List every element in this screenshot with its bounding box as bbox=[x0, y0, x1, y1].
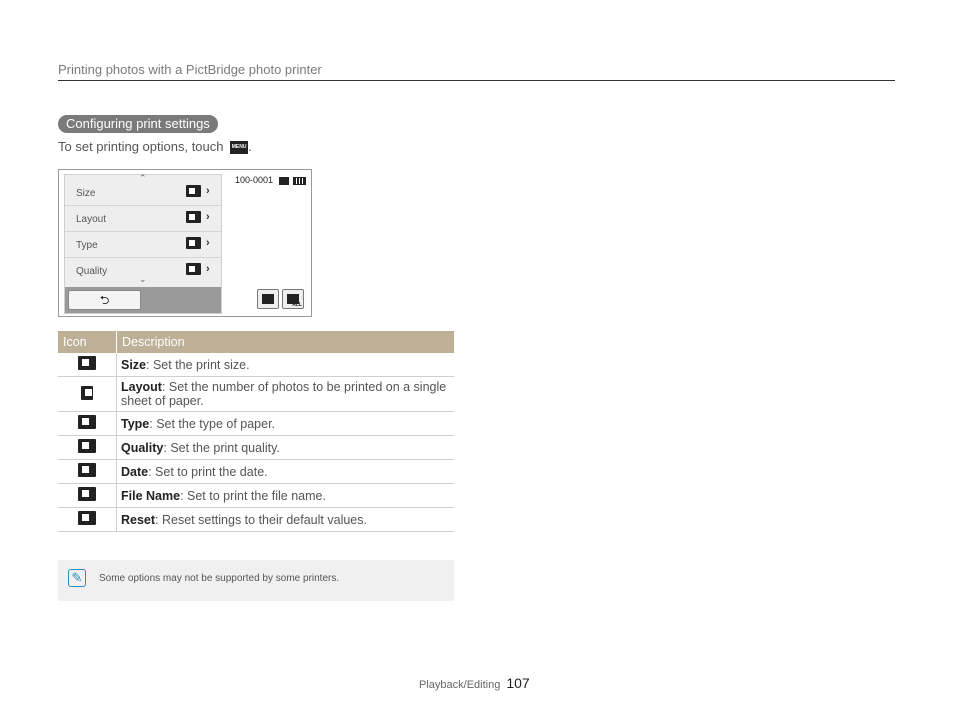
quality-icon bbox=[186, 263, 201, 275]
scroll-down-icon[interactable]: ⌄ bbox=[139, 274, 147, 284]
term: Size bbox=[121, 357, 147, 372]
table-row bbox=[58, 377, 454, 412]
table-row bbox=[58, 508, 454, 532]
file-info bbox=[235, 175, 306, 185]
size-icon bbox=[78, 356, 96, 370]
menu-item-size[interactable] bbox=[65, 180, 221, 206]
menu-item-label: Type bbox=[76, 240, 98, 251]
layout-icon bbox=[186, 211, 201, 223]
print-button[interactable] bbox=[257, 289, 279, 309]
chevron-right-icon: › bbox=[206, 185, 210, 197]
printer-icon bbox=[262, 294, 274, 304]
quality-icon bbox=[78, 439, 96, 453]
icon-description-table bbox=[58, 331, 454, 532]
description-cell bbox=[117, 412, 455, 436]
note-box bbox=[58, 560, 454, 601]
definition: : Set the number of photos to be printed on a single sheet of paper. bbox=[121, 380, 447, 408]
file-name-icon bbox=[78, 487, 96, 501]
definition: : Set to print the file name. bbox=[180, 488, 326, 503]
battery-icon bbox=[293, 177, 306, 185]
intro-sentence: To set printing options, touch bbox=[58, 139, 224, 154]
term: Quality bbox=[121, 440, 164, 455]
menu-item-label: Size bbox=[76, 188, 96, 199]
chevron-right-icon: › bbox=[206, 263, 210, 275]
icon-cell bbox=[58, 436, 117, 460]
menu-item-label: Quality bbox=[76, 266, 108, 277]
icon-cell bbox=[58, 484, 117, 508]
intro-period: . bbox=[248, 139, 252, 154]
menu-icon: MENU bbox=[230, 141, 248, 154]
description-cell bbox=[117, 460, 455, 484]
intro-text bbox=[58, 139, 252, 154]
icon-cell bbox=[58, 412, 117, 436]
all-label: ALL bbox=[292, 302, 302, 308]
section-title: Configuring print settings bbox=[58, 115, 218, 133]
term: Layout bbox=[121, 380, 162, 394]
term: Type bbox=[121, 416, 150, 431]
table-row bbox=[58, 484, 454, 508]
icon-cell bbox=[58, 460, 117, 484]
description-column-header: Description bbox=[117, 331, 455, 353]
note-text: Some options may not be supported by some printers. bbox=[99, 573, 340, 584]
definition: : Set the type of paper. bbox=[149, 416, 276, 431]
term: File Name bbox=[121, 488, 181, 503]
memory-card-icon bbox=[279, 177, 289, 185]
layout-icon bbox=[81, 386, 93, 400]
date-icon bbox=[78, 463, 96, 477]
print-all-button[interactable] bbox=[282, 289, 304, 309]
definition: : Set the print quality. bbox=[163, 440, 280, 455]
page-footer bbox=[419, 675, 530, 691]
type-icon bbox=[78, 415, 96, 429]
icon-cell bbox=[58, 377, 117, 412]
back-button[interactable]: ⮌ bbox=[68, 290, 141, 310]
scroll-up-icon[interactable]: ⌃ bbox=[139, 173, 147, 183]
camera-screen bbox=[58, 169, 312, 317]
type-icon bbox=[186, 237, 201, 249]
reset-icon bbox=[78, 511, 96, 525]
table-row bbox=[58, 436, 454, 460]
file-number: 100-0001 bbox=[235, 175, 274, 185]
table-header-row bbox=[58, 331, 454, 353]
page-number: 107 bbox=[506, 675, 530, 691]
term: Reset bbox=[121, 512, 156, 527]
page-header-title: Printing photos with a PictBridge photo printer bbox=[58, 62, 322, 77]
menu-item-type[interactable] bbox=[65, 232, 221, 258]
icon-column-header: Icon bbox=[58, 331, 117, 353]
icon-cell bbox=[58, 353, 117, 377]
menu-item-label: Layout bbox=[76, 214, 107, 225]
chevron-right-icon: › bbox=[206, 211, 210, 223]
description-cell bbox=[117, 484, 455, 508]
table-row bbox=[58, 412, 454, 436]
description-cell bbox=[117, 436, 455, 460]
menu-bottom-bar bbox=[65, 287, 221, 313]
term: Date bbox=[121, 464, 149, 479]
menu-item-layout[interactable] bbox=[65, 206, 221, 232]
note-pencil-icon: ✎ bbox=[68, 569, 86, 587]
chevron-right-icon: › bbox=[206, 237, 210, 249]
print-settings-menu bbox=[64, 174, 222, 314]
description-cell bbox=[117, 377, 455, 412]
footer-section: Playback/Editing bbox=[419, 679, 501, 691]
description-cell bbox=[117, 508, 455, 532]
description-cell bbox=[117, 353, 455, 377]
size-icon bbox=[186, 185, 201, 197]
definition: : Set to print the date. bbox=[148, 464, 268, 479]
table-row bbox=[58, 353, 454, 377]
icon-cell bbox=[58, 508, 117, 532]
table-row bbox=[58, 460, 454, 484]
definition: : Reset settings to their default values. bbox=[155, 512, 367, 527]
definition: : Set the print size. bbox=[146, 357, 250, 372]
header-divider bbox=[58, 80, 895, 81]
